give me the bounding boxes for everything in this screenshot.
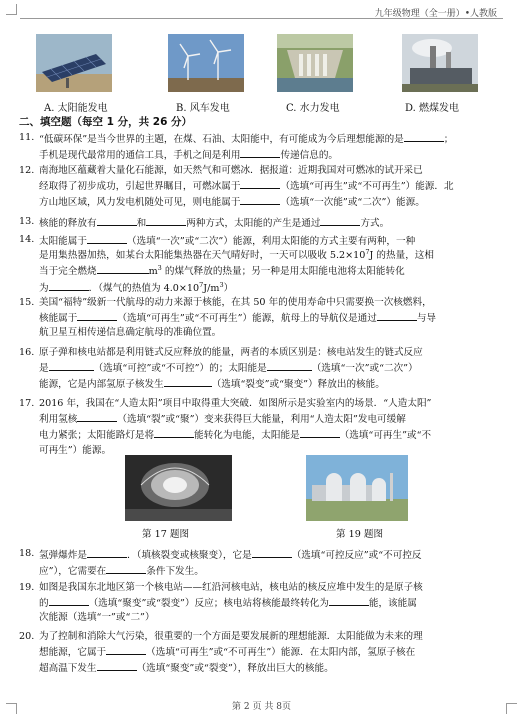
page-header: 九年级物理（全一册）•人教版 xyxy=(374,9,497,19)
answer-blank[interactable] xyxy=(267,360,312,371)
artificial-sun-photo xyxy=(125,455,232,521)
answer-blank[interactable] xyxy=(87,547,127,558)
answer-blank[interactable] xyxy=(320,215,360,226)
caption-a: A. 太阳能发电 xyxy=(44,103,108,114)
question-13: 13. 核能的释放有 和 两种方式，太阳能的产生是通过 方式。 xyxy=(19,216,390,229)
answer-blank[interactable] xyxy=(106,644,146,655)
answer-blank[interactable] xyxy=(377,310,417,321)
caption-c: C. 水力发电 xyxy=(286,103,340,114)
answer-blank[interactable] xyxy=(49,595,89,606)
question-number: 15. xyxy=(19,297,35,308)
coal-power-photo xyxy=(402,34,478,92)
crop-mark-top-left xyxy=(6,4,17,15)
question-number: 13. xyxy=(19,216,35,227)
answer-blank[interactable] xyxy=(49,280,89,291)
question-14: 14. 太阳能属于 （选填“一次”或“二次”）能源，利用太阳能的方式主要有两种，一种 是用集热器加热，如某台太阳能集热器在天气晴好时，一天可以吸收 $5.2\times 10^7J$ 的热量，这相 当于完全燃烧 $m^3$ 的煤气释放的热量；另一种是用太阳能电池将太阳能转化 为 ．（煤气的热值为 $4.0\times 10^7J/m^3$） xyxy=(19,234,434,294)
nuclear-plant-photo xyxy=(306,455,408,521)
caption-d: D. 燃煤发电 xyxy=(405,103,460,114)
answer-blank[interactable] xyxy=(77,310,117,321)
figures xyxy=(0,455,523,525)
hydro-power-photo xyxy=(277,34,353,92)
answer-blank[interactable] xyxy=(106,563,146,574)
answer-blank[interactable] xyxy=(240,147,280,158)
question-number: 16. xyxy=(19,347,35,358)
answer-blank[interactable] xyxy=(97,660,137,671)
question-17: 17. 2016 年，我国在“人造太阳”项目中取得重大突破．如图所示是实验室内的场景．“人造太阳” 利用氢核 （选填“裂”或“聚”）变来获得巨大能量，利用“人造太阳”发电可缓解 电力紧张；太阳能路灯是将 能转化为电能，太阳能是 （选填“可再生”或“不 可再生”）能源。 xyxy=(19,398,432,456)
figure-19-caption: 第 19 题图 xyxy=(336,529,384,540)
question-16: 16. 原子弹和核电站都是利用链式反应释放的能量，两者的本质区别是：核电站发生的链式反应 是 （选填“可控”或“不可控”）的；太阳能是 （选填“一次”或“二次”） 能源，它是内部氢原子核发生 （选填“裂变”或“聚变”）释放出的核能。 xyxy=(19,347,423,391)
answer-blank[interactable] xyxy=(49,360,94,371)
answer-blank[interactable] xyxy=(97,215,137,226)
question-number: 11. xyxy=(19,132,35,143)
answer-blank[interactable] xyxy=(164,376,212,387)
header-rule xyxy=(20,18,503,19)
section-title: 二、填空题（每空 1 分，共 26 分） xyxy=(19,116,193,128)
question-18: 18. 氢弹爆炸是 ．（填核裂变或核聚变），它是 （选填“可控反应”或“不可控反 应”），它需要在 条件下发生。 xyxy=(19,548,422,578)
answer-blank[interactable] xyxy=(240,194,280,205)
question-number: 20. xyxy=(19,631,35,642)
question-15: 15. 美国“福特”级新一代航母的动力来源于核能，在其 50 年的使用寿命中只需要换一次核燃料， 核能属于 （选填“可再生”或“不可再生”）能源，航母上的导航仪是通过 与导 航卫星互相传递信息确定航母的准确位置。 xyxy=(19,297,437,339)
question-19: 19. 如图是我国东北地区第一个核电站——红沿河核电站，核电站的核反应堆中发生的是原子核 的 （选填“聚变”或“裂变”）反应；核电站将核能最终转化为 能，该能属 次能源（选填“一”或“二”） xyxy=(19,582,423,624)
answer-blank[interactable] xyxy=(404,131,444,142)
question-number: 12. xyxy=(19,165,35,176)
page-footer: 第 2 页 共 8页 xyxy=(232,702,291,712)
answer-blank[interactable] xyxy=(97,263,149,274)
answer-blank[interactable] xyxy=(154,427,194,438)
question-number: 17. xyxy=(19,398,35,409)
question-12: 12. 南海地区蕴藏着大量化石能源，如天然气和可燃冰．据报道：近期我国对可燃冰的试开采已 经取得了初步成功，引起世界瞩目，可燃冰属于 （选填“可再生”或“不可再生”）能源．北 方山地区域，风力发电机随处可见，则电能属于 （选填“一次能”或“二次”）能源。 xyxy=(19,165,454,209)
question-20: 20. 为了控制和消除大气污染，很重要的一个方面是要发展新的理想能源．太阳能做为未来的理 想能源，它属于 （选填“可再生”或“不可再生”）能源．在太阳内部，氢原子核在 超高温下发生 （选填“聚变”或“裂变”），释放出巨大的核能。 xyxy=(19,631,423,675)
question-number: 18. xyxy=(19,548,35,559)
answer-blank[interactable] xyxy=(240,178,280,189)
answer-blank[interactable] xyxy=(87,233,127,244)
question-11: 11. “低碳环保”是当今世界的主题，在煤、石油、太阳能中，有可能成为今后理想能源的是 ； 手机是现代最常用的通信工具，手机之间是利用 传递信息的。 xyxy=(19,132,454,162)
answer-blank[interactable] xyxy=(146,215,186,226)
answer-blank[interactable] xyxy=(329,595,369,606)
answer-blank[interactable] xyxy=(77,411,117,422)
power-generation-photos xyxy=(36,34,496,94)
answer-blank[interactable] xyxy=(252,547,292,558)
question-number: 19. xyxy=(19,582,35,593)
answer-blank[interactable] xyxy=(300,427,340,438)
caption-b: B. 风车发电 xyxy=(176,103,230,114)
figure-17-caption: 第 17 题图 xyxy=(142,529,190,540)
solar-power-photo xyxy=(36,34,112,92)
question-number: 14. xyxy=(19,234,35,245)
wind-turbine-photo xyxy=(168,34,244,92)
